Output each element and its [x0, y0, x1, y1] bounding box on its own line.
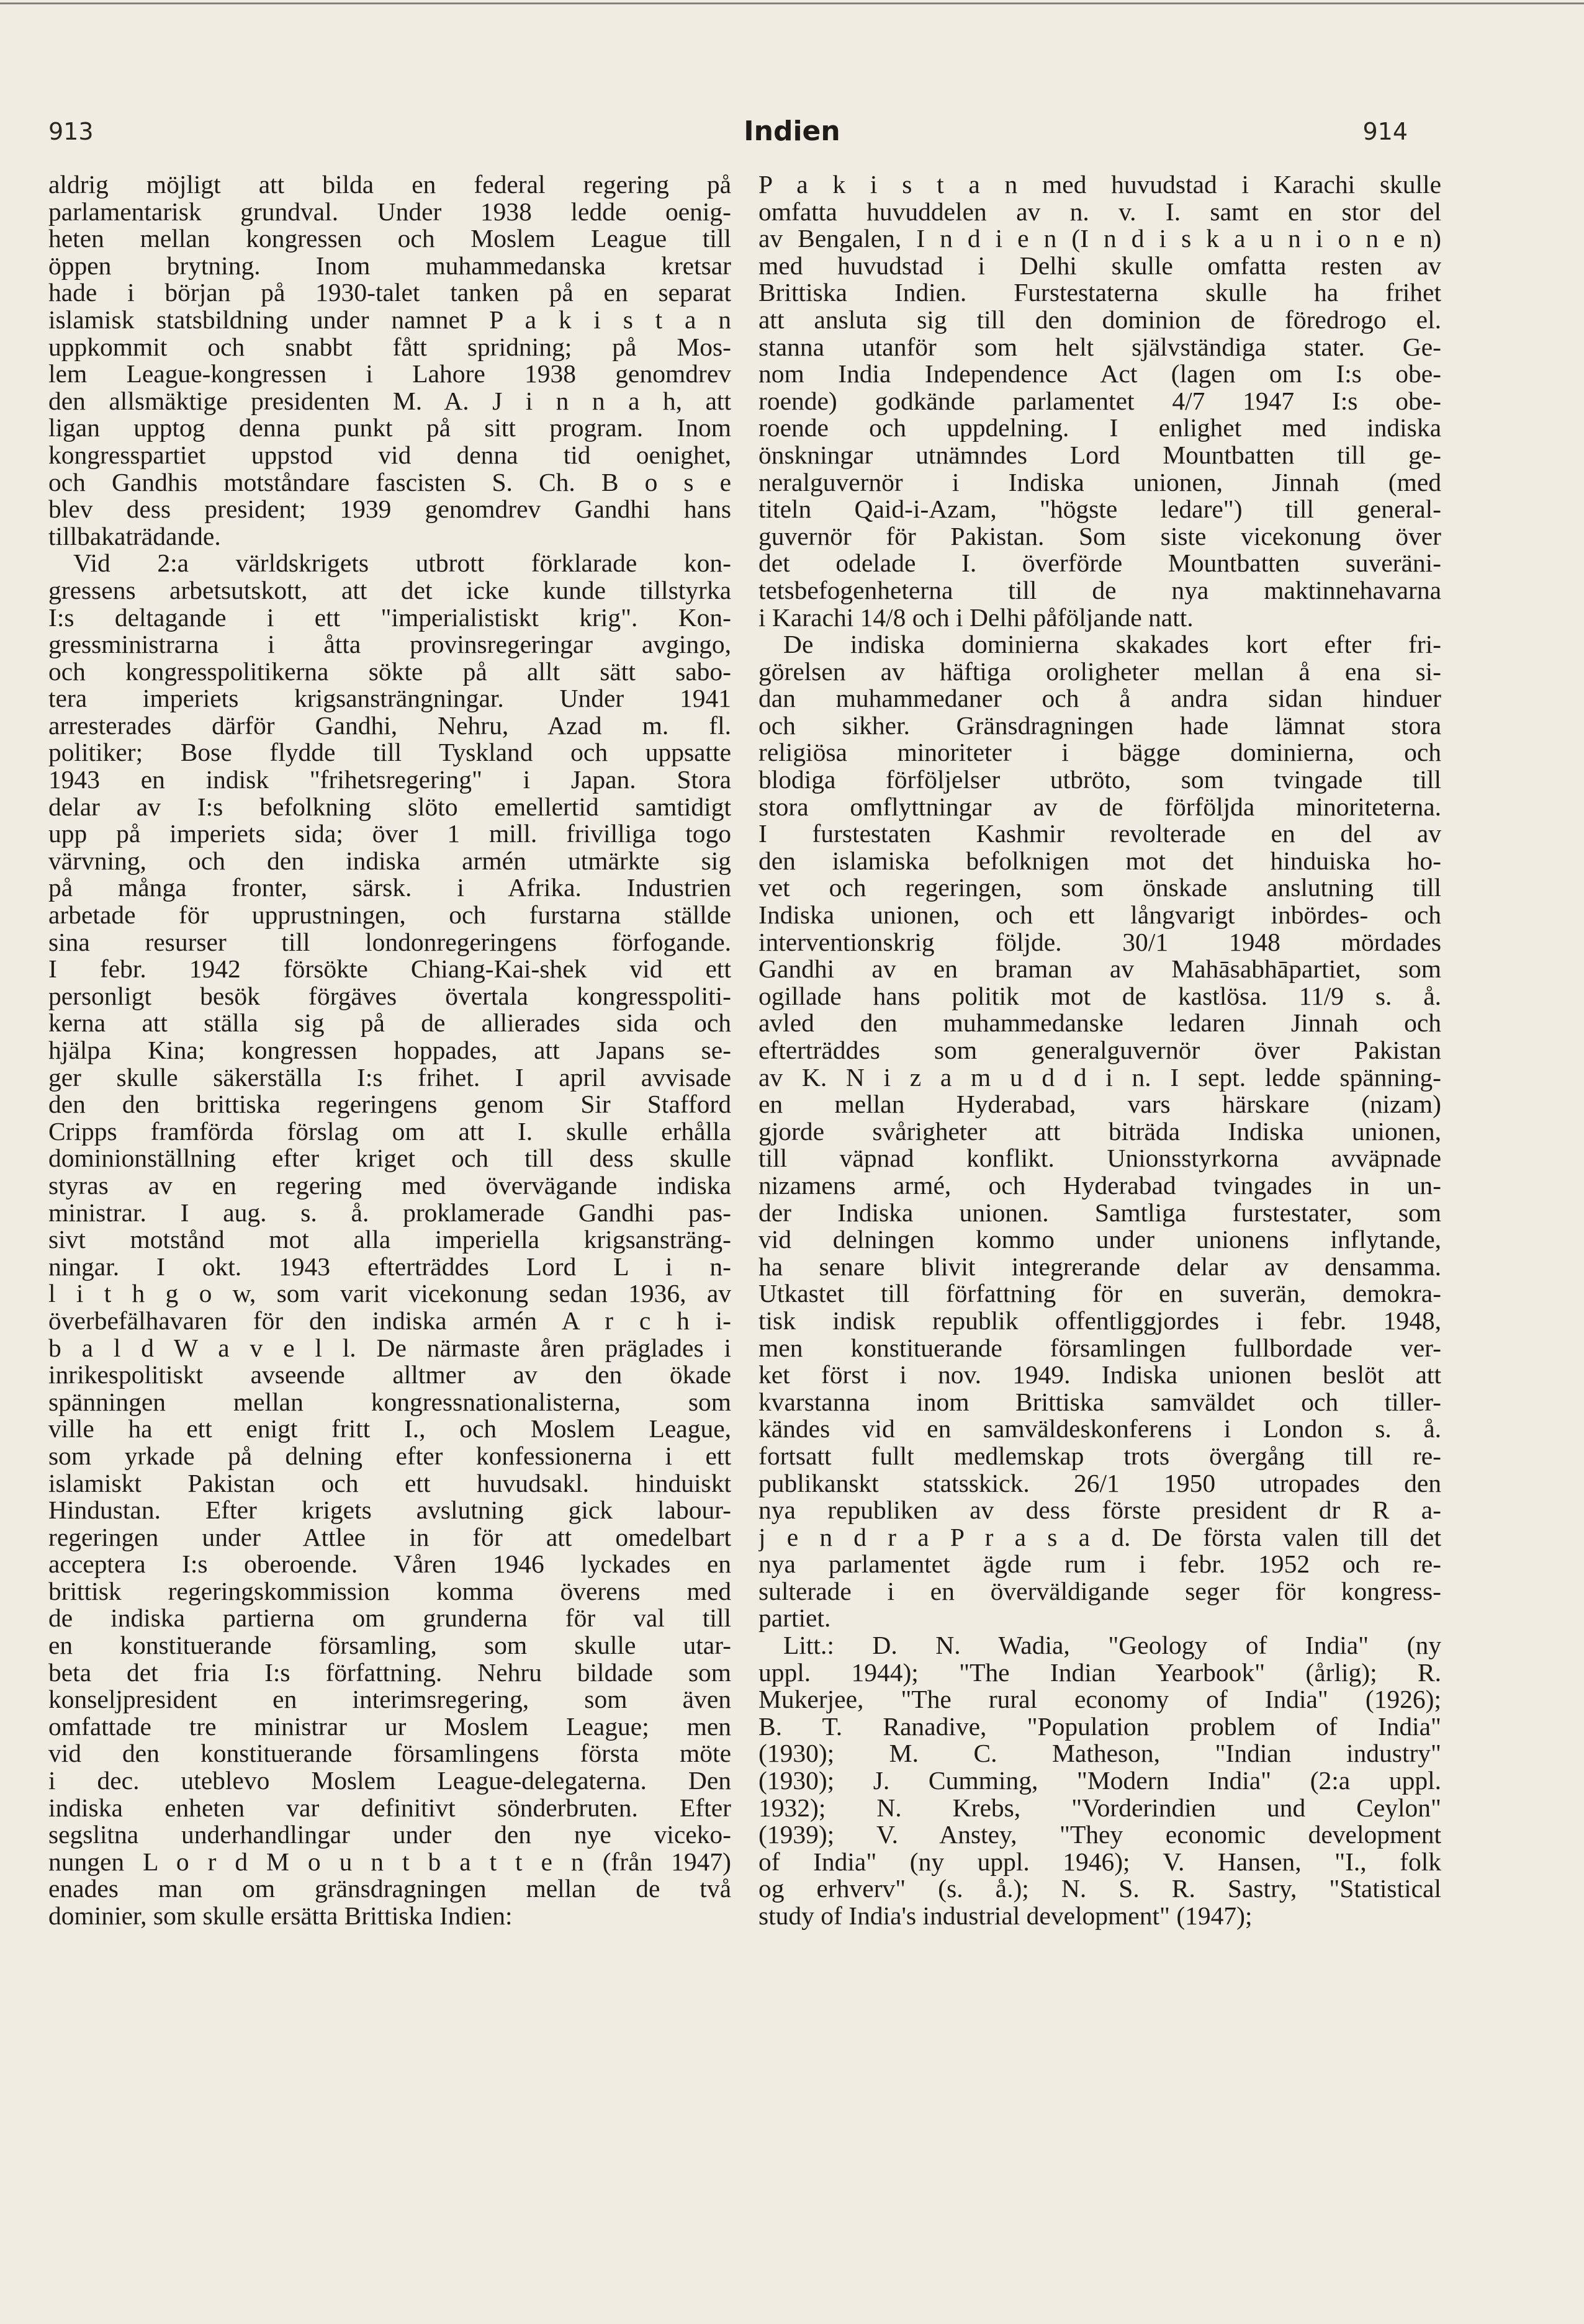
text-line: öppen brytning. Inom muhammedanska kretsar	[48, 251, 731, 280]
text-line: kongresspartiet uppstod vid denna tid oenighet,	[48, 440, 731, 469]
text-line: I febr. 1942 försökte Chiang-Kai-shek vid ett	[48, 954, 731, 984]
text-line: överbefälhavaren för den indiska armén A r c h i-	[48, 1306, 731, 1335]
text-line: av Bengalen, I n d i e n (I n d i s k a u n i o n e n)	[758, 224, 1441, 253]
text-line: Litt.: D. N. Wadia, "Geology of India" (ny	[783, 1631, 1441, 1660]
text-line: arbetade för upprustningen, och furstarna ställde	[48, 900, 731, 930]
text-line: (1939); V. Anstey, "They economic development	[758, 1820, 1441, 1849]
text-line: uppkommit och snabbt fått spridning; på Mos-	[48, 332, 731, 361]
text-line: I:s deltagande i ett "imperialistiskt krig". Kon-	[48, 603, 731, 632]
text-line: ket först i nov. 1949. Indiska unionen beslöt att	[758, 1360, 1441, 1389]
text-line: (1930); M. C. Matheson, "Indian industry"	[758, 1739, 1441, 1768]
text-line: nungen L o r d M o u n t b a t t e n (från 1947)	[48, 1847, 731, 1876]
text-line: den islamiska befolknigen mot det hinduiska ho-	[758, 846, 1441, 875]
text-line: efterträddes som generalguvernör över Pakistan	[758, 1036, 1441, 1064]
text-line: of India" (ny uppl. 1946); V. Hansen, "I., folk	[758, 1847, 1441, 1876]
page-header	[0, 115, 1584, 161]
text-line: delar av I:s befolkning slöto emellertid samtidigt	[48, 792, 731, 821]
page-number-right: 914	[1362, 118, 1408, 145]
text-line: omfatta huvuddelen av n. v. I. samt en stor del	[758, 197, 1441, 226]
text-line: tillbakaträdande.	[48, 521, 221, 550]
text-line: upp på imperiets sida; över 1 mill. frivilliga togo	[48, 819, 731, 848]
text-line: nya republiken av dess förste president dr R a-	[758, 1496, 1441, 1525]
text-line: 1943 en indisk "frihetsregering" i Japan. Stora	[48, 765, 731, 794]
text-line: sina resurser till londonregeringens förfogande.	[48, 927, 731, 956]
text-line: konseljpresident en interimsregering, som även	[48, 1685, 731, 1714]
text-line: blev dess president; 1939 genomdrev Gandhi hans	[48, 495, 731, 524]
text-line: uppl. 1944); "The Indian Yearbook" (årlig); R.	[758, 1658, 1441, 1687]
text-line: segslitna underhandlingar under den nye viceko-	[48, 1820, 731, 1849]
page-number-left: 913	[48, 118, 94, 145]
text-line: og erhverv" (s. å.); N. S. R. Sastry, "Statistical	[758, 1874, 1441, 1903]
text-line: vid delningen kommo under unionens inflytande,	[758, 1225, 1441, 1254]
text-line: dominier, som skulle ersätta Brittiska Indien:	[48, 1901, 513, 1930]
text-line: görelsen av häftiga oroligheter mellan å ena si-	[758, 657, 1441, 686]
text-line: b a l d W a v e l l. De närmaste åren präglades i	[48, 1333, 731, 1362]
text-line: gressens arbetsutskott, att det icke kunde tillstyrka	[48, 575, 731, 604]
text-line: nom India Independence Act (lagen om I:s obe-	[758, 359, 1441, 388]
text-line: l i t h g o w, som varit vicekonung sedan 1936, av	[48, 1279, 731, 1308]
text-line: fortsatt fullt medlemskap trots övergång till re-	[758, 1441, 1441, 1470]
text-line: i Karachi 14/8 och i Delhi påföljande natt.	[758, 603, 1194, 632]
text-line: tera imperiets krigsansträngningar. Under 1941	[48, 684, 731, 713]
text-line: de indiska partierna om grunderna för val till	[48, 1604, 731, 1633]
text-line: dominionställning efter kriget och till dess skulle	[48, 1144, 731, 1173]
text-line: B. T. Ranadive, "Population problem of India"	[758, 1712, 1441, 1741]
text-line: kvarstanna inom Brittiska samväldet och tiller-	[758, 1387, 1441, 1416]
text-line: kändes vid en samväldeskonferens i London s. å.	[758, 1414, 1441, 1443]
text-line: islamisk statsbildning under namnet P a k i s t a n	[48, 305, 731, 334]
text-line: acceptera I:s oberoende. Våren 1946 lyckades en	[48, 1550, 731, 1579]
text-line: partiet.	[758, 1604, 831, 1633]
text-line: blodiga förföljelser utbröto, som tvingade till	[758, 765, 1441, 794]
text-line: och sikher. Gränsdragningen hade lämnat stora	[758, 711, 1441, 740]
text-line: ogillade hans politik mot de kastlösa. 11/9 s. å.	[758, 981, 1441, 1010]
text-line: roende) godkände parlamentet 4/7 1947 I:s obe-	[758, 386, 1441, 415]
text-line: personligt besök förgäves övertala kongresspoliti-	[48, 981, 731, 1010]
text-line: De indiska dominierna skakades kort efter fri-	[783, 630, 1441, 659]
text-line: gjorde svårigheter att biträda Indiska unionen,	[758, 1116, 1441, 1146]
text-line: brittisk regeringskommission komma överens med	[48, 1576, 731, 1605]
text-line: dan muhammedaner och å andra sidan hinduer	[758, 684, 1441, 713]
text-line: att ansluta sig till den dominion de föredrogo el.	[758, 305, 1441, 334]
text-line: arresterades därför Gandhi, Nehru, Azad m. fl.	[48, 711, 731, 740]
text-line: ger skulle säkerställa I:s frihet. I april avvisade	[48, 1062, 731, 1092]
text-line: interventionskrig följde. 30/1 1948 mördades	[758, 927, 1441, 956]
text-line: ville ha ett enigt fritt I., och Moslem League,	[48, 1414, 731, 1443]
text-line: 1932); N. Krebs, "Vorderindien und Ceylon"	[758, 1793, 1441, 1822]
text-line: och Gandhis motståndare fascisten S. Ch. B o s e	[48, 467, 731, 496]
running-head: Indien	[744, 115, 840, 147]
text-line: det odelade I. överförde Mountbatten suveräni-	[758, 549, 1441, 578]
text-line: stora omflyttningar av de förföljda minoriteterna.	[758, 792, 1441, 821]
text-line: omfattade tre ministrar ur Moslem League; men	[48, 1712, 731, 1741]
text-line: (1930); J. Cumming, "Modern India" (2:a uppl.	[758, 1766, 1441, 1795]
text-line: hjälpa Kina; kongressen hoppades, att Japans se-	[48, 1036, 731, 1064]
text-line: ligan upptog denna punkt på sitt program. Inom	[48, 413, 731, 442]
text-line: heten mellan kongressen och Moslem League till	[48, 224, 731, 253]
text-line: roende och uppdelning. I enlighet med indiska	[758, 413, 1441, 442]
text-line: på många fronter, särsk. i Afrika. Industrien	[48, 873, 731, 902]
text-line: spänningen mellan kongressnationalisterna, som	[48, 1387, 731, 1416]
text-line: titeln Qaid-i-Azam, "högste ledare") till general-	[758, 495, 1441, 524]
text-line: ningar. I okt. 1943 efterträddes Lord L i n-	[48, 1252, 731, 1281]
text-line: gressministrarna i åtta provinsregeringar avgingo,	[48, 630, 731, 659]
text-line: den den brittiska regeringens genom Sir Stafford	[48, 1090, 731, 1119]
text-line: islamiskt Pakistan och ett huvudsakl. hinduiskt	[48, 1468, 731, 1497]
text-line: guvernör för Pakistan. Som siste vicekonung över	[758, 521, 1441, 550]
text-line: stanna utanför som helt självständiga stater. Ge-	[758, 332, 1441, 361]
text-line: med huvudstad i Delhi skulle omfatta resten av	[758, 251, 1441, 280]
text-line: sivt motstånd mot alla imperiella krigsansträng-	[48, 1225, 731, 1254]
text-line: den allsmäktige presidenten M. A. J i n n a h, att	[48, 386, 731, 415]
text-line: vid den konstituerande församlingens första möte	[48, 1739, 731, 1768]
text-line: tetsbefogenheterna till de nya maktinnehavarna	[758, 575, 1441, 604]
text-line: ministrar. I aug. s. å. proklamerade Gandhi pas-	[48, 1198, 731, 1227]
text-line: men konstituerande församlingen fullbordade ver-	[758, 1333, 1441, 1362]
text-line: Vid 2:a världskrigets utbrott förklarade kon-	[73, 549, 731, 578]
text-line: aldrig möjligt att bilda en federal regering på	[48, 171, 731, 199]
text-line: Hindustan. Efter krigets avslutning gick labour-	[48, 1496, 731, 1525]
text-line: Indiska unionen, och ett långvarigt inbördes- och	[758, 900, 1441, 930]
text-line: beta det fria I:s författning. Nehru bildade som	[48, 1658, 731, 1687]
text-line: i dec. uteblevo Moslem League-delegaterna. Den	[48, 1766, 731, 1795]
text-line: P a k i s t a n med huvudstad i Karachi skulle	[758, 171, 1441, 199]
text-line: hade i början på 1930-talet tanken på en separat	[48, 278, 731, 307]
text-line: religiösa minoriteter i bägge dominierna, och	[758, 738, 1441, 767]
text-line: der Indiska unionen. Samtliga furstestater, som	[758, 1198, 1441, 1227]
text-line: ha senare blivit integrerande delar av densamma.	[758, 1252, 1441, 1281]
right-column	[758, 171, 1441, 2294]
text-line: indiska enheten var definitivt sönderbruten. Efter	[48, 1793, 731, 1822]
text-line: avled den muhammedanske ledaren Jinnah och	[758, 1008, 1441, 1038]
text-line: en mellan Hyderabad, vars härskare (nizam)	[758, 1090, 1441, 1119]
text-line: Mukerjee, "The rural economy of India" (1926);	[758, 1685, 1441, 1714]
text-line: och kongresspolitikerna sökte på allt sätt sabo-	[48, 657, 731, 686]
text-line: Cripps framförda förslag om att I. skulle erhålla	[48, 1116, 731, 1146]
text-line: styras av en regering med övervägande indiska	[48, 1170, 731, 1200]
text-line: sulterade i en överväldigande seger för kongress-	[758, 1576, 1441, 1605]
text-line: en konstituerande församling, som skulle utar-	[48, 1631, 731, 1660]
text-line: regeringen under Attlee in för att omedelbart	[48, 1522, 731, 1551]
text-line: I furstestaten Kashmir revolterade en del av	[758, 819, 1441, 848]
text-line: j e n d r a P r a s a d. De första valen till det	[758, 1522, 1441, 1551]
text-line: Utkastet till författning för en suverän, demokra-	[758, 1279, 1441, 1308]
text-line: som yrkade på delning efter konfessionerna i ett	[48, 1441, 731, 1470]
text-line: lem League-kongressen i Lahore 1938 genomdrev	[48, 359, 731, 388]
page-edge-rule	[0, 2, 1584, 4]
text-line: publikanskt statsskick. 26/1 1950 utropades den	[758, 1468, 1441, 1497]
left-column	[48, 171, 731, 2294]
text-line: nizamens armé, och Hyderabad tvingades in un-	[758, 1170, 1441, 1200]
text-line: till väpnad konflikt. Unionsstyrkorna avväpnade	[758, 1144, 1441, 1173]
text-line: önskningar utnämndes Lord Mountbatten till ge-	[758, 440, 1441, 469]
text-line: tisk indisk republik offentliggjordes i febr. 1948,	[758, 1306, 1441, 1335]
text-line: neralguvernör i Indiska unionen, Jinnah (med	[758, 467, 1441, 496]
text-line: Gandhi av en braman av Mahāsabhāpartiet, som	[758, 954, 1441, 984]
text-line: nya parlamentet ägde rum i febr. 1952 och re-	[758, 1550, 1441, 1579]
text-line: värvning, och den indiska armén utmärkte sig	[48, 846, 731, 875]
text-line: kerna att ställa sig på de allierades sida och	[48, 1008, 731, 1038]
text-line: politiker; Bose flydde till Tyskland och uppsatte	[48, 738, 731, 767]
text-line: av K. N i z a m u d d i n. I sept. ledde spänning-	[758, 1062, 1441, 1092]
text-line: study of India's industrial development" (1947);	[758, 1901, 1253, 1930]
text-line: vet och regeringen, som önskade anslutning till	[758, 873, 1441, 902]
text-line: Brittiska Indien. Furstestaterna skulle ha frihet	[758, 278, 1441, 307]
text-line: inrikespolitiskt avseende alltmer av den ökade	[48, 1360, 731, 1389]
text-line: enades man om gränsdragningen mellan de två	[48, 1874, 731, 1903]
text-line: parlamentarisk grundval. Under 1938 ledde oenig-	[48, 197, 731, 226]
